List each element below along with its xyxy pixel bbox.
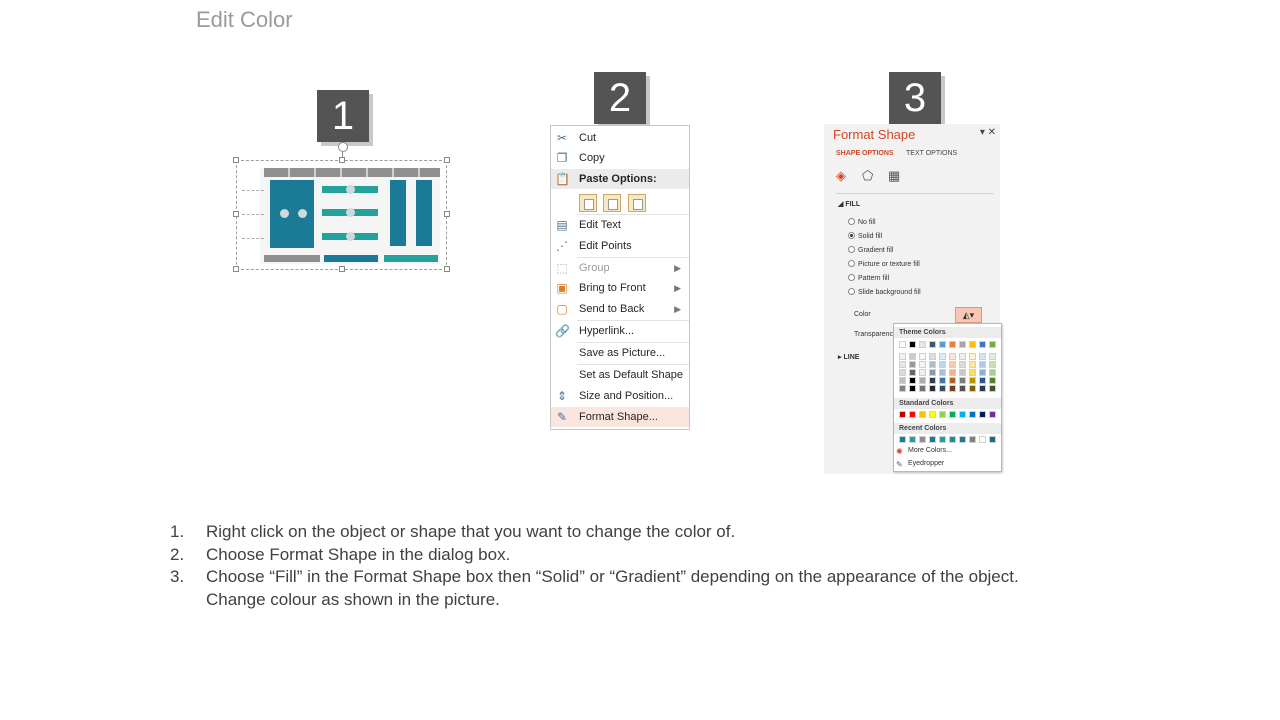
recent-color-swatch[interactable] — [899, 436, 906, 443]
radio-picture-fill[interactable] — [848, 260, 920, 268]
resize-handle[interactable] — [233, 266, 239, 272]
format-shape-icon: ✎ — [556, 410, 568, 424]
theme-color-swatch[interactable] — [929, 341, 936, 348]
step-badge-1: 1 — [317, 90, 369, 142]
transparency-label: Transparenc — [854, 331, 894, 338]
theme-shade-swatch[interactable] — [899, 361, 906, 368]
fill-section-header[interactable]: ◢ FILL — [838, 201, 861, 208]
section-label: LINE — [843, 354, 860, 361]
theme-shade-swatch[interactable] — [949, 369, 956, 376]
recent-color-swatch[interactable] — [919, 436, 926, 443]
theme-shade-swatch[interactable] — [949, 361, 956, 368]
item-number: 3. — [170, 567, 185, 586]
copy-icon: ❐ — [556, 151, 568, 165]
item-text: Choose “Fill” in the Format Shape box then “Solid” or “Gradient” depending on the appearance of the object. — [206, 567, 1019, 586]
menu-label: Cut — [579, 132, 597, 144]
resize-handle[interactable] — [444, 157, 450, 163]
edit-points-icon: ⋰ — [556, 239, 568, 253]
more-colors-icon: ✺ — [896, 447, 903, 456]
theme-color-swatch[interactable] — [909, 341, 916, 348]
eyedropper-icon: ✎ — [896, 460, 903, 469]
bullet-dot — [346, 185, 355, 194]
paste-merge-format-icon[interactable] — [603, 194, 621, 212]
menu-label: Group — [579, 262, 610, 274]
recent-colors-header: Recent Colors — [894, 423, 1001, 434]
theme-shade-swatch[interactable] — [899, 353, 906, 360]
instruction-list — [170, 522, 1130, 612]
guide-line — [242, 190, 264, 191]
theme-shade-swatch[interactable] — [929, 369, 936, 376]
theme-shade-swatch[interactable] — [969, 377, 976, 384]
theme-shade-swatch[interactable] — [969, 385, 976, 392]
menu-item-size-position[interactable] — [551, 386, 689, 406]
theme-color-swatch[interactable] — [969, 341, 976, 348]
standard-colors-header: Standard Colors — [894, 398, 1001, 409]
standard-color-swatch[interactable] — [899, 411, 906, 418]
fill-line-icon[interactable]: ◈ — [836, 168, 846, 183]
radio-icon — [848, 260, 855, 267]
theme-shade-swatch[interactable] — [959, 353, 966, 360]
theme-shade-swatch[interactable] — [979, 361, 986, 368]
item-text: Change colour as shown in the picture. — [206, 589, 500, 609]
theme-shade-swatch[interactable] — [979, 369, 986, 376]
standard-color-swatch[interactable] — [919, 411, 926, 418]
menu-item-bring-to-front[interactable] — [551, 278, 689, 298]
bullet-dot — [280, 209, 289, 218]
radio-no-fill[interactable] — [848, 218, 876, 226]
color-dropdown-button[interactable]: ◭▾ — [955, 307, 982, 323]
radio-icon — [848, 274, 855, 281]
paste-keep-format-icon[interactable] — [579, 194, 597, 212]
theme-shade-swatch[interactable] — [899, 369, 906, 376]
theme-shade-swatch[interactable] — [969, 353, 976, 360]
radio-label: Slide background fill — [858, 289, 921, 296]
theme-color-swatch[interactable] — [979, 341, 986, 348]
theme-shade-swatch[interactable] — [959, 369, 966, 376]
menu-label: Send to Back — [579, 303, 645, 315]
theme-shade-swatch[interactable] — [939, 377, 946, 384]
color-label: Color — [854, 311, 871, 318]
menu-item-group[interactable] — [551, 258, 689, 278]
step-badge-3: 3 — [889, 72, 941, 124]
item-text: Right click on the object or shape that you want to change the color of. — [206, 522, 736, 541]
theme-shade-swatch[interactable] — [939, 369, 946, 376]
theme-shade-swatch[interactable] — [989, 369, 996, 376]
recent-color-swatch[interactable] — [969, 436, 976, 443]
divider — [836, 193, 994, 194]
theme-shade-swatch[interactable] — [989, 385, 996, 392]
theme-shade-swatch[interactable] — [959, 385, 966, 392]
radio-slide-background-fill[interactable] — [848, 288, 921, 296]
resize-handle[interactable] — [339, 157, 345, 163]
size-properties-icon[interactable]: ▦ — [888, 168, 901, 183]
recent-color-swatch[interactable] — [989, 436, 996, 443]
menu-item-edit-text[interactable] — [551, 215, 689, 235]
theme-shade-swatch[interactable] — [959, 361, 966, 368]
theme-color-swatch[interactable] — [959, 341, 966, 348]
menu-item-set-default-shape[interactable] — [551, 365, 689, 385]
color-picker-dropdown — [893, 323, 1002, 472]
radio-icon — [848, 246, 855, 253]
theme-shade-swatch[interactable] — [919, 361, 926, 368]
cut-icon: ✂ — [556, 131, 568, 145]
menu-item-edit-points[interactable] — [551, 236, 689, 256]
theme-shade-swatch[interactable] — [929, 377, 936, 384]
selected-shape-preview — [232, 140, 452, 280]
menu-item-format-shape[interactable] — [551, 407, 689, 427]
blue-column — [416, 180, 432, 246]
pane-title: Format Shape — [833, 127, 916, 142]
effects-icon[interactable]: ⬠ — [862, 168, 874, 183]
radio-solid-fill[interactable] — [848, 232, 882, 240]
theme-shade-swatch[interactable] — [989, 361, 996, 368]
radio-label: Solid fill — [858, 233, 883, 240]
theme-color-swatch[interactable] — [919, 341, 926, 348]
blue-tile — [270, 180, 314, 248]
slide-title: Edit Color — [196, 7, 293, 32]
menu-item-save-as-picture[interactable] — [551, 343, 689, 363]
menu-item-copy[interactable] — [551, 148, 689, 168]
radio-pattern-fill[interactable] — [848, 274, 889, 282]
resize-handle[interactable] — [339, 266, 345, 272]
radio-label: Pattern fill — [858, 275, 890, 282]
submenu-arrow-icon: ▶ — [674, 283, 681, 293]
theme-shade-swatch[interactable] — [929, 361, 936, 368]
theme-color-swatch[interactable] — [899, 341, 906, 348]
eyedropper-option[interactable]: Eyedropper — [908, 460, 945, 467]
instruction-item — [170, 590, 1130, 613]
instruction-item — [170, 522, 1130, 545]
bullet-dot — [346, 232, 355, 241]
hyperlink-icon: 🔗 — [555, 324, 570, 338]
standard-color-swatch[interactable] — [939, 411, 946, 418]
theme-shade-swatch[interactable] — [929, 385, 936, 392]
menu-label: Size and Position... — [579, 390, 674, 402]
menu-label: Save as Picture... — [579, 347, 666, 359]
edit-text-icon: ▤ — [556, 218, 568, 232]
guide-line — [242, 214, 264, 215]
theme-color-swatch[interactable] — [939, 341, 946, 348]
theme-shade-swatch[interactable] — [979, 353, 986, 360]
menu-label: Hyperlink... — [579, 325, 635, 337]
menu-label: Edit Points — [579, 240, 632, 252]
chevron-bar — [264, 168, 440, 177]
theme-color-swatch[interactable] — [989, 341, 996, 348]
theme-shade-swatch[interactable] — [919, 353, 926, 360]
blue-column — [390, 180, 406, 246]
theme-shade-swatch[interactable] — [969, 369, 976, 376]
recent-color-swatch[interactable] — [909, 436, 916, 443]
more-colors-option[interactable]: More Colors... — [908, 447, 952, 454]
blue-footer-bar — [324, 255, 378, 262]
theme-shade-swatch[interactable] — [909, 353, 916, 360]
radio-gradient-fill[interactable] — [848, 246, 893, 254]
theme-color-swatch[interactable] — [949, 341, 956, 348]
recent-color-swatch[interactable] — [979, 436, 986, 443]
submenu-arrow-icon: ▶ — [674, 263, 681, 273]
standard-color-swatch[interactable] — [959, 411, 966, 418]
theme-shade-swatch[interactable] — [989, 353, 996, 360]
close-icon[interactable]: ▾ ✕ — [979, 127, 996, 138]
grey-footer-bar — [264, 255, 320, 262]
theme-shade-swatch[interactable] — [909, 361, 916, 368]
radio-label: Gradient fill — [858, 247, 894, 254]
paste-picture-icon[interactable] — [628, 194, 646, 212]
rotate-handle[interactable] — [338, 142, 348, 152]
standard-color-swatch[interactable] — [989, 411, 996, 418]
theme-shade-swatch[interactable] — [929, 353, 936, 360]
submenu-arrow-icon: ▶ — [674, 304, 681, 314]
standard-color-swatch[interactable] — [969, 411, 976, 418]
item-number: 1. — [170, 522, 185, 541]
section-label: FILL — [845, 201, 861, 208]
theme-colors-header: Theme Colors — [894, 327, 1001, 338]
group-icon: ⬚ — [556, 261, 568, 275]
theme-shade-swatch[interactable] — [919, 369, 926, 376]
step-badge-2: 2 — [594, 72, 646, 124]
theme-shade-swatch[interactable] — [979, 377, 986, 384]
menu-label: Edit Text — [579, 219, 621, 231]
resize-handle[interactable] — [444, 266, 450, 272]
paste-icon: 📋 — [555, 172, 570, 186]
context-menu — [550, 125, 690, 430]
theme-shade-swatch[interactable] — [899, 377, 906, 384]
theme-shade-swatch[interactable] — [919, 385, 926, 392]
guide-line — [242, 238, 264, 239]
bullet-dot — [346, 208, 355, 217]
item-text: Choose Format Shape in the dialog box. — [206, 544, 511, 564]
theme-shade-swatch[interactable] — [949, 353, 956, 360]
send-back-icon: ▢ — [556, 302, 568, 316]
standard-color-swatch[interactable] — [909, 411, 916, 418]
menu-item-send-to-back[interactable] — [551, 299, 689, 319]
standard-color-swatch[interactable] — [929, 411, 936, 418]
theme-shade-swatch[interactable] — [909, 369, 916, 376]
theme-shade-swatch[interactable] — [899, 385, 906, 392]
menu-label: Bring to Front — [579, 282, 646, 294]
instruction-item — [170, 567, 1130, 590]
menu-label: Copy — [579, 152, 605, 164]
recent-color-swatch[interactable] — [929, 436, 936, 443]
standard-color-swatch[interactable] — [979, 411, 986, 418]
bring-front-icon: ▣ — [556, 281, 568, 295]
theme-shade-swatch[interactable] — [969, 361, 976, 368]
theme-shade-swatch[interactable] — [939, 361, 946, 368]
radio-checked-icon — [848, 232, 855, 239]
menu-header-paste — [551, 169, 689, 189]
radio-icon — [848, 288, 855, 295]
teal-footer-bar — [384, 255, 438, 262]
bullet-dot — [298, 209, 307, 218]
menu-item-hyperlink[interactable] — [551, 321, 689, 341]
resize-handle[interactable] — [233, 157, 239, 163]
resize-handle[interactable] — [233, 211, 239, 217]
standard-color-swatch[interactable] — [949, 411, 956, 418]
menu-label: Paste Options: — [579, 173, 657, 185]
menu-label: Format Shape... — [579, 411, 658, 423]
recent-color-swatch[interactable] — [959, 436, 966, 443]
recent-color-swatch[interactable] — [949, 436, 956, 443]
theme-shade-swatch[interactable] — [909, 385, 916, 392]
radio-icon — [848, 218, 855, 225]
recent-color-swatch[interactable] — [939, 436, 946, 443]
radio-label: No fill — [858, 219, 876, 226]
theme-shade-swatch[interactable] — [939, 353, 946, 360]
theme-shade-swatch[interactable] — [989, 377, 996, 384]
radio-label: Picture or texture fill — [858, 261, 920, 268]
tab-shape-options[interactable]: SHAPE OPTIONS — [836, 150, 894, 157]
line-section-header[interactable]: ▸ LINE — [838, 354, 860, 361]
tab-text-options[interactable]: TEXT OPTIONS — [906, 150, 958, 157]
theme-shade-swatch[interactable] — [919, 377, 926, 384]
theme-shade-swatch[interactable] — [979, 385, 986, 392]
size-position-icon: ⇕ — [556, 389, 568, 403]
theme-shade-swatch[interactable] — [959, 377, 966, 384]
menu-item-cut[interactable] — [551, 128, 689, 148]
resize-handle[interactable] — [444, 211, 450, 217]
theme-shade-swatch[interactable] — [939, 385, 946, 392]
instruction-item — [170, 545, 1130, 568]
theme-shade-swatch[interactable] — [949, 377, 956, 384]
item-number: 2. — [170, 544, 185, 564]
theme-shade-swatch[interactable] — [909, 377, 916, 384]
menu-label: Set as Default Shape — [579, 369, 683, 381]
theme-shade-swatch[interactable] — [949, 385, 956, 392]
